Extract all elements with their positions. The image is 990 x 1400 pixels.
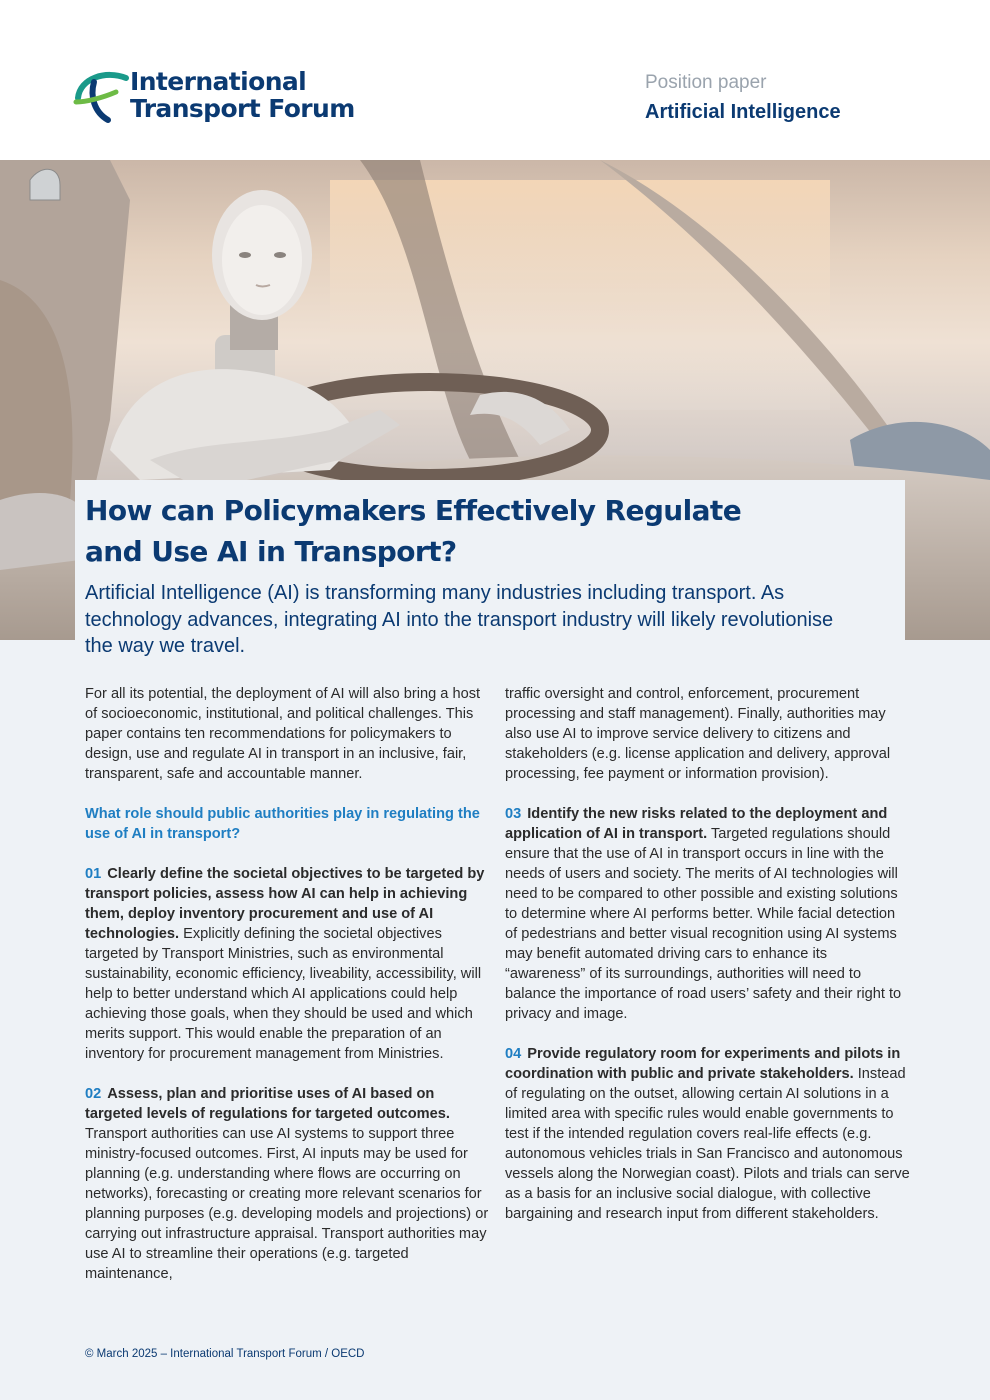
intro-body-paragraph: For all its potential, the deployment of AI will also bring a host of socioeconomic, institutional, and political challenges. This paper contains ten recommendations for policymakers to design, use and regulate AI in transport in an inclusive, fair, transparent, safe and accountable manner.: [85, 686, 481, 782]
document-type: Position paper: [645, 72, 767, 93]
recommendation-heading: Clearly define the societal objectives to be targeted by transport policies, assess how AI can help in achieving them, deploy inventory procurement and use of AI technologies.: [85, 866, 485, 942]
intro-paragraph: Artificial Intelligence (AI) is transforming many industries including transport. As technology advances, integrating AI into the transport industry will likely revolutionise the way we travel.: [85, 582, 834, 657]
recommendation-number: 02: [85, 1086, 102, 1102]
recommendation-number: 03: [505, 806, 522, 822]
right-column: [505, 684, 910, 1244]
recommendation-heading: Assess, plan and prioritise uses of AI based on targeted levels of regulations for targeted outcomes.: [85, 1086, 450, 1122]
recommendation-03: [505, 804, 910, 1024]
recommendation-01: [85, 864, 490, 1064]
left-column: [85, 684, 490, 1304]
recommendation-text: Targeted regulations should ensure that the use of AI in transport occurs in line with the needs of users and society. The merits of AI technologies will need to be compared to other possible and existing solutions to determine where AI performs better. While facial detection of pedestrians and better visual recognition using AI systems may benefit automated driving cars to enhance its “awareness” of its surroundings, authorities will need to balance the importance of road users’ safety and their right to privacy and image.: [505, 826, 902, 1022]
recommendation-02-continued: traffic oversight and control, enforcement, procurement processing and staff management). Finally, authorities may also use AI to improve service delivery to citizens and stakeholders (e.g. license application and delivery, approval processing, fee payment or information provision).: [505, 686, 891, 782]
recommendation-number: 01: [85, 866, 102, 882]
footer-copyright: © March 2025 – International Transport Forum / OECD: [85, 1348, 365, 1360]
recommendation-04: [505, 1044, 910, 1224]
recommendation-number: 04: [505, 1046, 522, 1062]
itf-swoosh-icon: [72, 68, 132, 126]
recommendation-heading: Identify the new risks related to the deployment and application of AI in transport.: [505, 806, 888, 842]
document-topic: Artificial Intelligence: [645, 101, 841, 123]
recommendation-text: Instead of regulating on the outset, allowing certain AI solutions in a limited area with specific rules would enable governments to test if the intended regulation covers real-life effects (e.g. autonomous vehicles trials in San Francisco and autonomous vessels along the Norwegian coast). Pilots and trials can serve as a basis for an inclusive social dialogue, with collective bargaining and research input from different stakeholders.: [505, 1066, 910, 1222]
itf-logo[interactable]: [72, 66, 372, 128]
logo-line-2: Transport Forum: [130, 94, 355, 123]
recommendation-text: Transport authorities can use AI systems to support three ministry-focused outcomes. First, AI inputs may be used for planning (e.g. understanding where flows are occurring on networks), forecasting or creating more relevant scenarios for planning purposes (e.g. developing models and projections) or carrying out infrastructure appraisal. Transport authorities may use AI to streamline their operations (e.g. targeted maintenance,: [85, 1126, 489, 1282]
logo-line-1: International: [130, 67, 307, 96]
recommendation-02: [85, 1084, 490, 1284]
page-title: How can Policymakers Effectively Regulate and Use AI in Transport?: [85, 494, 742, 568]
recommendation-heading: Provide regulatory room for experiments and pilots in coordination with public and private stakeholders.: [505, 1046, 901, 1082]
section-question: What role should public authorities play in regulating the use of AI in transport?: [85, 806, 480, 842]
page-header: [0, 0, 990, 160]
recommendation-text: Explicitly defining the societal objectives targeted by Transport Ministries, such as environmental sustainability, economic efficiency, liveability, accessibility, will help to better understand which AI applications could help achieving those goals, when they should be used and which merits support. This would enable the preparation of an inventory for procurement management from Ministries.: [85, 926, 482, 1062]
logo-wordmark: [130, 68, 355, 122]
